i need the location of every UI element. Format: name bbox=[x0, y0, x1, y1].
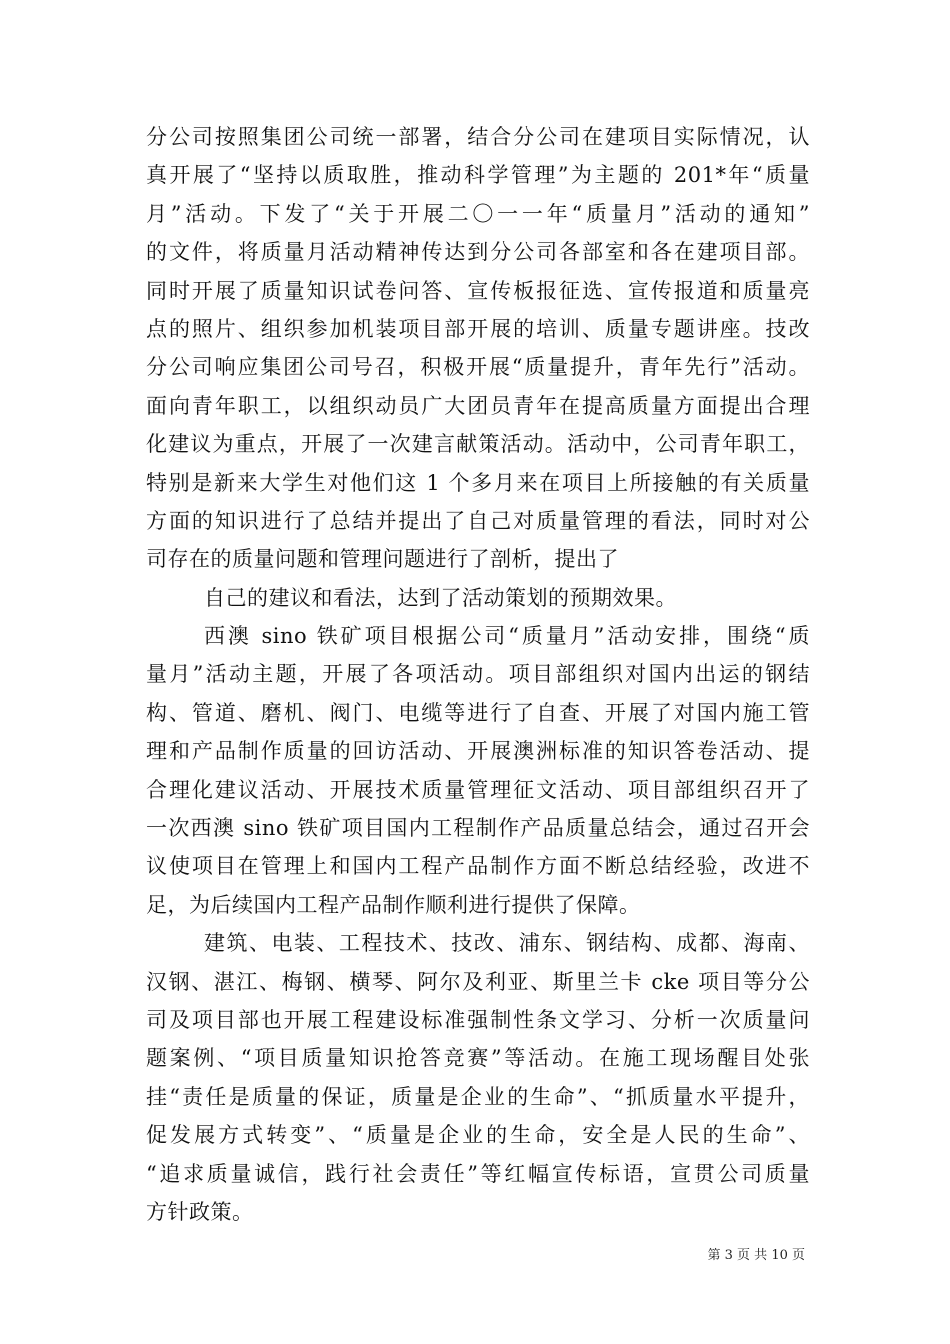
text-line: 司存在的质量问题和管理问题进行了剖析，提出了 bbox=[146, 547, 619, 572]
text-line: 自己的建议和看法，达到了活动策划的预期效果。 bbox=[204, 585, 677, 610]
text-line: 特别是新来大学生对他们这 1 个多月来在项目上所接触的有关质量 bbox=[146, 470, 810, 495]
text-line: 题案例、“项目质量知识抢答竞赛”等活动。在施工现场醒目处张 bbox=[146, 1046, 810, 1071]
text-line: 量月”活动主题，开展了各项活动。项目部组织对国内出运的钢结 bbox=[146, 662, 810, 687]
text-line: 合理化建议活动、开展技术质量管理征文活动、项目部组织召开了 bbox=[146, 777, 810, 802]
text-line: 同时开展了质量知识试卷问答、宣传板报征选、宣传报道和质量亮 bbox=[146, 278, 810, 303]
text-line: 分公司按照集团公司统一部署，结合分公司在建项目实际情况，认 bbox=[146, 125, 810, 149]
text-line: 建筑、电装、工程技术、技改、浦东、钢结构、成都、海南、 bbox=[204, 931, 810, 956]
text-line: 方针政策。 bbox=[146, 1199, 254, 1224]
text-line: 方面的知识进行了总结并提出了自己对质量管理的看法，同时对公 bbox=[146, 508, 810, 533]
text-line: 构、管道、磨机、阀门、电缆等进行了自查、开展了对国内施工管 bbox=[146, 700, 810, 725]
text-line: 议使项目在管理上和国内工程产品制作方面不断总结经验，改进不 bbox=[146, 854, 810, 879]
text-line: 的文件，将质量月活动精神传达到分公司各部室和各在建项目部。 bbox=[146, 240, 810, 265]
text-line: 月”活动。下发了“关于开展二〇一一年“质量月”活动的通知” bbox=[146, 201, 810, 226]
text-line: 司及项目部也开展工程建设标准强制性条文学习、分析一次质量问 bbox=[146, 1007, 810, 1032]
text-line: “追求质量诚信，践行社会责任”等红幅宣传标语，宣贯公司质量 bbox=[146, 1161, 810, 1186]
text-line: 一次西澳 sino 铁矿项目国内工程制作产品质量总结会，通过召开会 bbox=[146, 816, 810, 841]
text-line: 点的照片、组织参加机装项目部开展的培训、质量专题讲座。技改 bbox=[146, 316, 810, 341]
text-line: 理和产品制作质量的回访活动、开展澳洲标准的知识答卷活动、提 bbox=[146, 739, 810, 764]
text-line: 真开展了“坚持以质取胜，推动科学管理”为主题的 201*年“质量 bbox=[146, 163, 810, 188]
page-number-footer: 第 3 页 共 10 页 bbox=[707, 1248, 805, 1263]
text-line: 挂“责任是质量的保证，质量是企业的生命”、“抓质量水平提升， bbox=[146, 1084, 810, 1109]
text-line: 西澳 sino 铁矿项目根据公司“质量月”活动安排，围绕“质 bbox=[204, 624, 810, 649]
text-line: 促发展方式转变”、“质量是企业的生命，安全是人民的生命”、 bbox=[146, 1123, 810, 1148]
text-line: 足，为后续国内工程产品制作顺利进行提供了保障。 bbox=[146, 892, 641, 917]
text-line: 面向青年职工，以组织动员广大团员青年在提高质量方面提出合理 bbox=[146, 393, 810, 418]
text-line: 化建议为重点，开展了一次建言献策活动。活动中，公司青年职工， bbox=[146, 432, 810, 457]
text-line: 汉钢、湛江、梅钢、横琴、阿尔及利亚、斯里兰卡 cke 项目等分公 bbox=[146, 969, 810, 994]
document-body bbox=[146, 118, 810, 1231]
text-line: 分公司响应集团公司号召，积极开展“质量提升，青年先行”活动。 bbox=[146, 355, 810, 380]
